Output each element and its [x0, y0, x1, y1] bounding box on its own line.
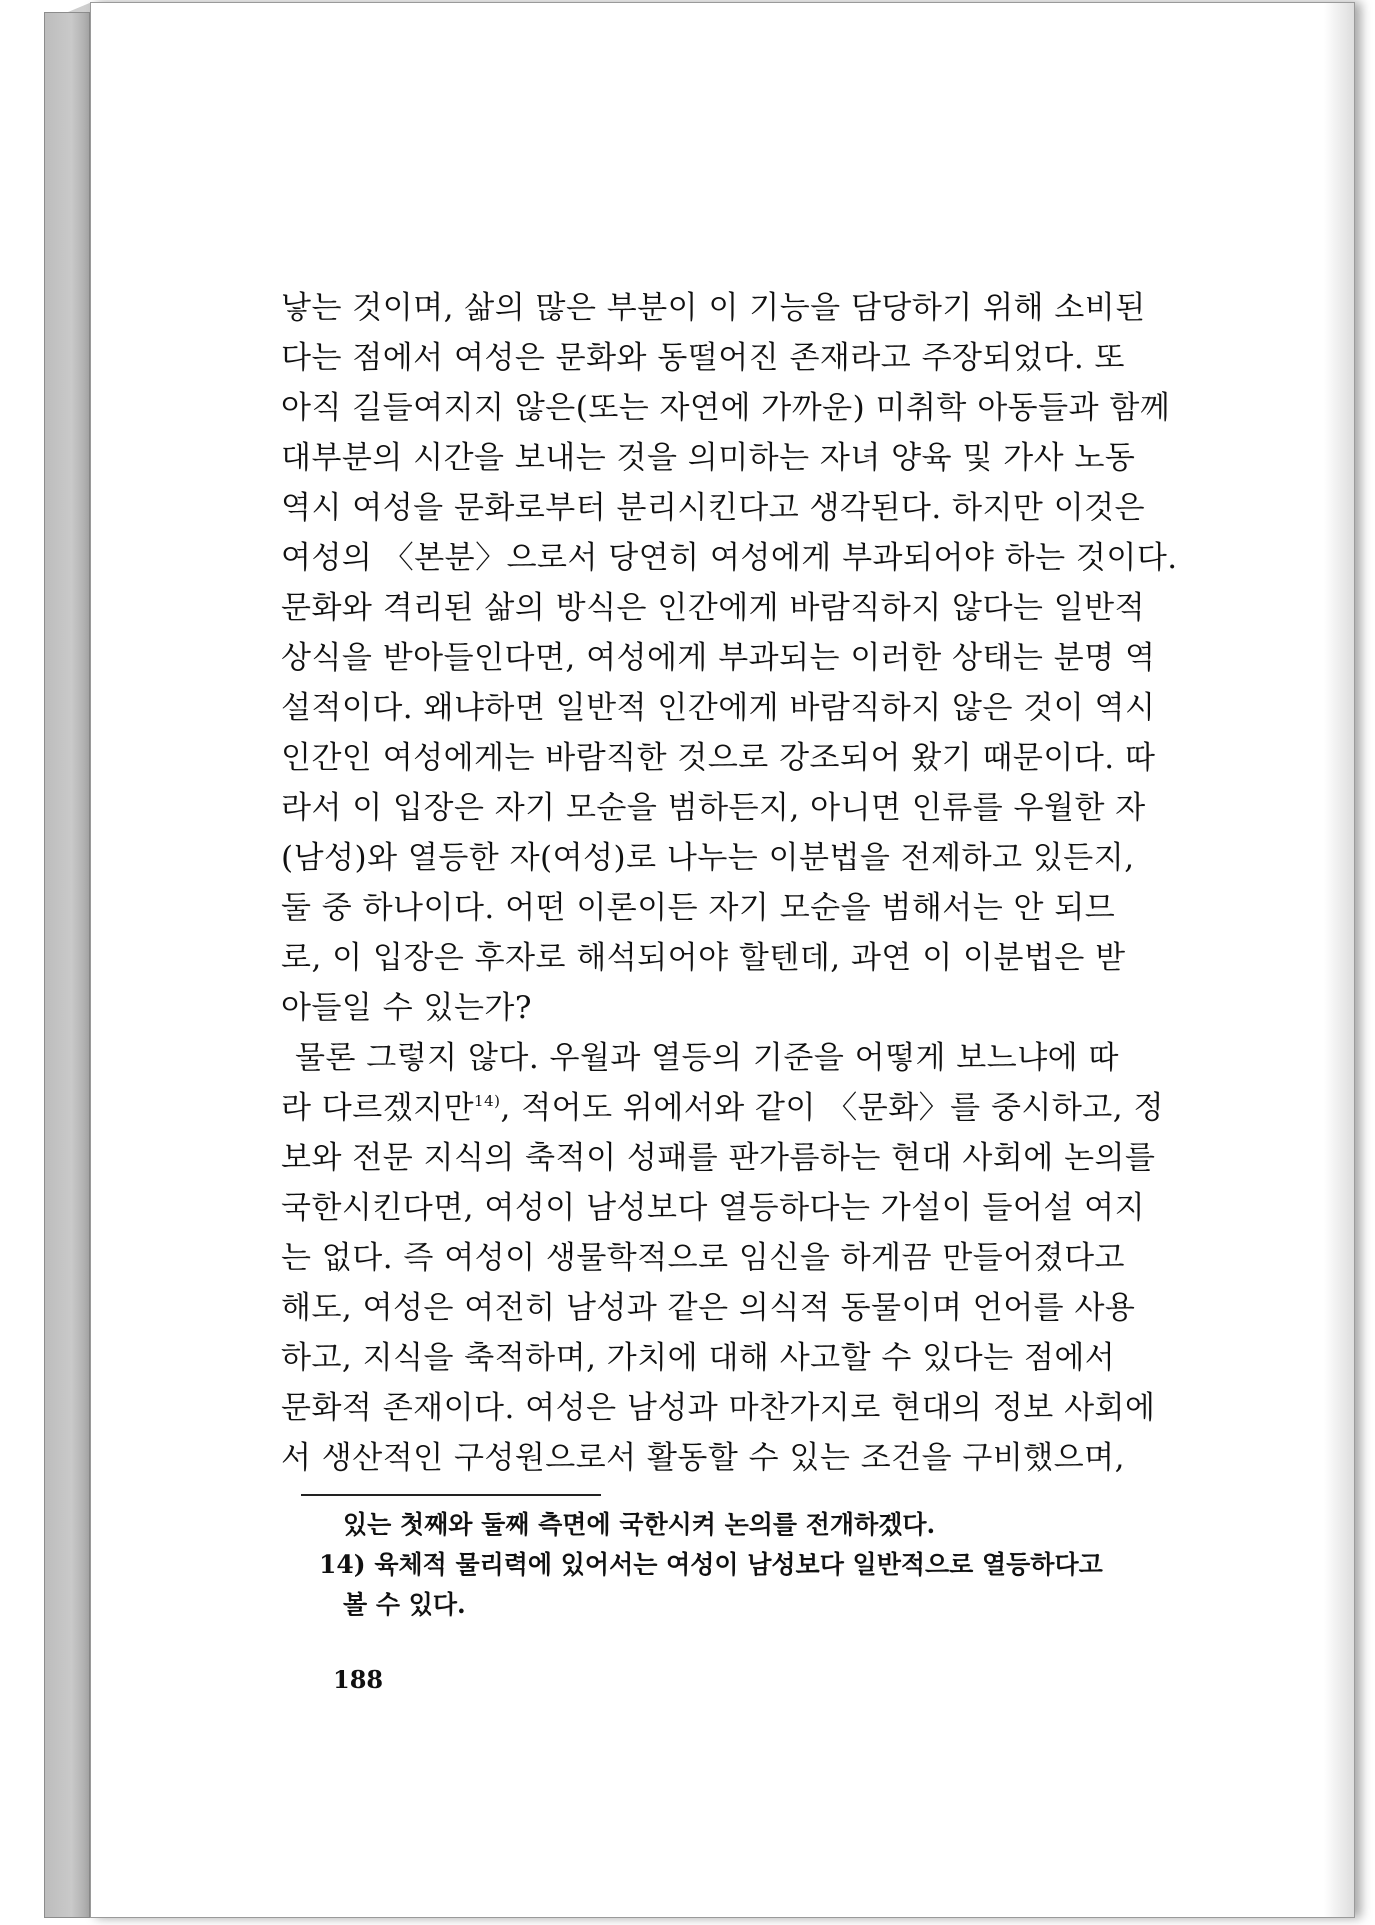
- body-line: 상식을 받아들인다면, 여성에게 부과되는 이러한 상태는 분명 역: [281, 640, 1156, 676]
- body-line: 보와 전문 지식의 축적이 성패를 판가름하는 현대 사회에 논의를: [281, 1140, 1156, 1176]
- footnote-line: 14) 육체적 물리력에 있어서는 여성이 남성보다 일반적으로 열등하다고: [319, 1550, 1103, 1579]
- body-line: 낳는 것이며, 삶의 많은 부분이 이 기능을 담당하기 위해 소비된: [281, 290, 1146, 326]
- body-line: 문화와 격리된 삶의 방식은 인간에게 바람직하지 않다는 일반적: [281, 590, 1146, 626]
- body-line: 설적이다. 왜냐하면 일반적 인간에게 바람직하지 않은 것이 역시: [281, 690, 1156, 726]
- body-line-part: , 적어도 위에서와 같이 〈문화〉를 중시하고, 정: [500, 1090, 1164, 1126]
- paragraph-start-line: 물론 그렇지 않다. 우월과 열등의 기준을 어떻게 보느냐에 따: [295, 1040, 1119, 1076]
- book-page: [90, 2, 1355, 1918]
- body-line: 라서 이 입장은 자기 모순을 범하든지, 아니면 인류를 우월한 자: [281, 790, 1146, 826]
- body-line: 여성의 〈본분〉으로서 당연히 여성에게 부과되어야 하는 것이다.: [281, 540, 1178, 576]
- footnote-reference: 14): [474, 1092, 501, 1110]
- body-line: 인간인 여성에게는 바람직한 것으로 강조되어 왔기 때문이다. 따: [281, 740, 1156, 776]
- body-line: 하고, 지식을 축적하며, 가치에 대해 사고할 수 있다는 점에서: [281, 1340, 1116, 1376]
- body-text: [281, 283, 1321, 1483]
- body-line: 문화적 존재이다. 여성은 남성과 마찬가지로 현대의 정보 사회에: [281, 1390, 1156, 1426]
- body-line-with-footnote-ref: [281, 1083, 1321, 1133]
- body-line: 아들일 수 있는가?: [281, 990, 532, 1026]
- body-line: 로, 이 입장은 후자로 해석되어야 할텐데, 과연 이 이분법은 받: [281, 940, 1126, 976]
- body-line: 서 생산적인 구성원으로서 활동할 수 있는 조건을 구비했으며,: [281, 1440, 1125, 1476]
- body-line: 는 없다. 즉 여성이 생물학적으로 임신을 하게끔 만들어졌다고: [281, 1240, 1125, 1276]
- body-line: 둘 중 하나이다. 어떤 이론이든 자기 모순을 범해서는 안 되므: [281, 890, 1116, 926]
- book-spine: [44, 12, 90, 1918]
- body-line: 대부분의 시간을 보내는 것을 의미하는 자녀 양육 및 가사 노동: [281, 440, 1136, 476]
- page-number: 188: [333, 1665, 384, 1694]
- body-line: 해도, 여성은 여전히 남성과 같은 의식적 동물이며 언어를 사용: [281, 1290, 1136, 1326]
- body-line: 다는 점에서 여성은 문화와 동떨어진 존재라고 주장되었다. 또: [281, 340, 1125, 376]
- footnotes: [319, 1505, 1329, 1625]
- body-line: 아직 길들여지지 않은(또는 자연에 가까운) 미취학 아동들과 함께: [281, 390, 1171, 426]
- body-line: (남성)와 열등한 자(여성)로 나누는 이분법을 전제하고 있든지,: [281, 840, 1135, 876]
- page-edge-shadow: [1324, 3, 1354, 1917]
- body-line: 역시 여성을 문화로부터 분리시킨다고 생각된다. 하지만 이것은: [281, 490, 1146, 526]
- body-line-part: 라 다르겠지만: [281, 1090, 475, 1126]
- footnote-line: 있는 첫째와 둘째 측면에 국한시켜 논의를 전개하겠다.: [343, 1510, 936, 1539]
- footnote-separator: [301, 1494, 601, 1496]
- body-line: 국한시킨다면, 여성이 남성보다 열등하다는 가설이 들어설 여지: [281, 1190, 1146, 1226]
- footnote-line: 볼 수 있다.: [343, 1590, 466, 1619]
